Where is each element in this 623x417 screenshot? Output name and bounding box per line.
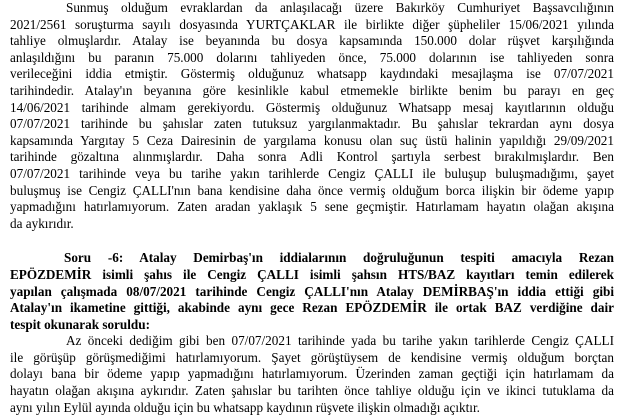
text-line: 07/07/2021 tarihinde veya bu tarihe yakın tarihlerde Cengiz ÇALLI ile buluşup buluşmadığımı, şayet bbox=[10, 165, 614, 181]
question-block bbox=[10, 250, 614, 333]
paragraph-statement bbox=[10, 0, 614, 232]
answer-block bbox=[10, 333, 614, 416]
document-page bbox=[10, 0, 614, 416]
answer-line: dolayı bana bir ödeme yapıp yapmadığını hatırlamıyorum. Üzerinden zaman geçtiği için hatırlamam da bbox=[10, 366, 614, 382]
question-line: Soru -6: Atalay Demirbaş'ın iddialarının doğruluğunun tespiti amacıyla Rezan bbox=[64, 250, 614, 266]
text-line: tahliye olmuşlardır. Atalay ise beyanında bu dosya kapsamında 150.000 dolar rüşvet karşılığında bbox=[10, 33, 614, 49]
text-line: kapsamında Yargıtay 5 Ceza Dairesinin de yargılama konusu olan suç üstü halinin yapıldığı 29/09/2021 bbox=[10, 132, 614, 148]
text-line: anlaşıldığını bu paranın 75.000 dolarını tahliyeden önce, 75.000 dolarının ise tahliyeden sonra bbox=[10, 49, 614, 65]
paragraph-gap bbox=[10, 232, 614, 250]
question-line: Atalay'ın ikametine gittiği, akabinde aynı gece Rezan EPÖZDEMİR ile ortak BAZ verdiğine dair bbox=[10, 300, 614, 316]
answer-line: aynı yılın Eylül ayında olduğu için bu whatsapp kaydının rüşvete ilişkin olmadığı açıktır. bbox=[10, 399, 480, 415]
text-line: Sunmuş olduğum evraklardan da anlaşılacağı üzere Bakırköy Cumhuriyet Başsavcılığının bbox=[66, 0, 614, 15]
text-line: tarihindedir. Atalay'ın beyanına göre kesinlikle kabul etmemekle birlikte benim bu parayı en geç bbox=[10, 82, 614, 98]
text-line: da aykırıdır. bbox=[10, 215, 74, 231]
answer-line: Az önceki dediğim gibi ben 07/07/2021 tarihinde yada bu tarihe yakın tarihlerde Cengiz ÇALLI bbox=[66, 333, 614, 349]
text-line: tarihinde gözaltına alınmışlardır. Daha sonra Adli Kontrol şartıyla serbest bırakılmışlardır. Ben bbox=[10, 149, 614, 165]
text-line: yapmadığını hatırlamıyorum. Zaten aradan yaklaşık 5 sene geçmiştir. Hatırlamam hayatın olağan akışına bbox=[10, 199, 614, 215]
answer-line: hayatın olağan akışına aykırıdır. Zaten şahıslar bu tarihten önce tahliye olduğu için ve ikinci tutuklama da bbox=[10, 383, 614, 399]
text-line: verileceğini iddia etmiştir. Göstermiş olduğunuz whatsapp kaydındaki mesajlaşma ise 07/07/2021 bbox=[10, 66, 614, 82]
question-line: EPÖZDEMİR isimli şahıs ile Cengiz ÇALLI isimli şahsın HTS/BAZ kayıtları temin edilerek bbox=[10, 266, 614, 282]
text-line: 2021/2561 soruşturma sayılı dosyasında YURTÇAKLAR ile birlikte diğer şüpheliler 15/06/2021 yılında bbox=[10, 16, 614, 32]
answer-line: ile görüşüp görüşmediğimi hatırlamıyorum. Şayet görüştüysem de kendisine vermiş olduğum borçtan bbox=[10, 349, 614, 365]
text-line: 07/07/2021 tarihinde bu şahıslar zaten tutuksuz yargılanmaktadır. Bu şahıslar tekrardan aynı dosya bbox=[10, 116, 614, 132]
text-line: 14/06/2021 tarihinde almam gerekiyordu. Göstermiş olduğunuz Whatsapp mesaj kayıtlarının olduğu bbox=[10, 99, 614, 115]
text-line: buluşmuş ise Cengiz ÇALLI'nın bana kendisine daha önce vermiş olduğum borca ilişkin bir ödeme yapıp bbox=[10, 182, 614, 198]
question-line: tespit okunarak soruldu: bbox=[10, 316, 150, 332]
question-line: yapılan çalışmada 08/07/2021 tarihinde Cengiz ÇALLI'nın Atalay DEMİRBAŞ'ın iddia ettiği gibi bbox=[10, 283, 614, 299]
